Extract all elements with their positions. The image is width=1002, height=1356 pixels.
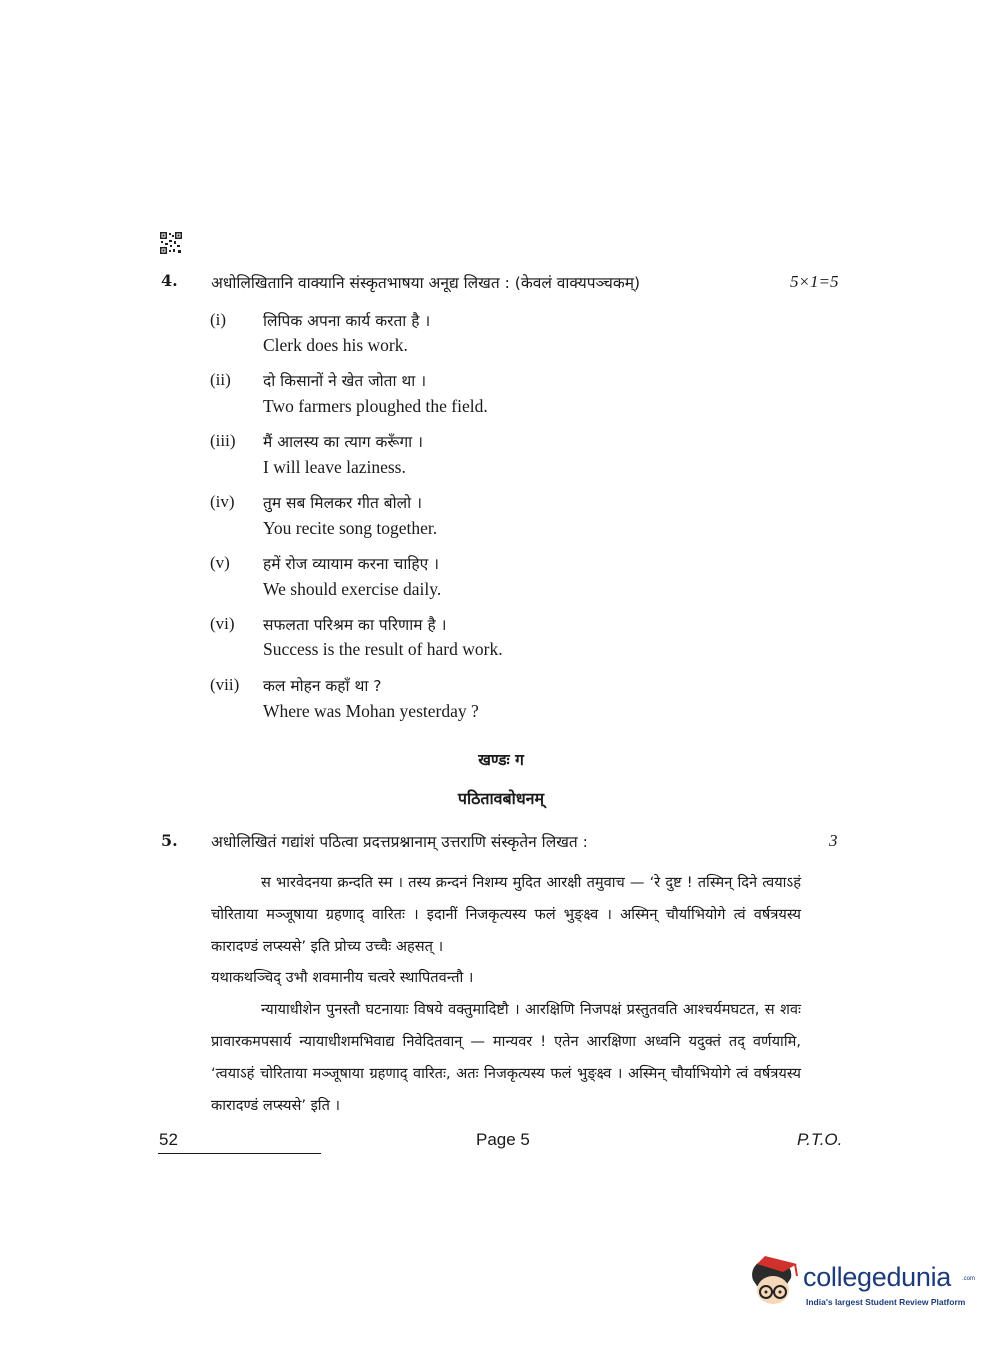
section-subtitle: पठितावबोधनम्: [457, 789, 545, 808]
item-label: (iv): [210, 492, 235, 511]
question-4-number: 4.: [161, 271, 178, 290]
collegedunia-mascot-icon: [743, 1250, 803, 1310]
question-5-number: 5.: [161, 831, 178, 850]
item-label: (ii): [210, 370, 231, 389]
item-hindi: सफलता परिश्रम का परिणाम है ।: [263, 616, 447, 634]
qr-code-icon: [160, 232, 182, 254]
item-hindi: कल मोहन कहाँ था ?: [263, 677, 382, 695]
passage-paragraph-1-end: यथाकथञ्चिद् उभौ शवमानीय चत्वरे स्थापितवन्तौ ।: [211, 969, 474, 987]
item-hindi: मैं आलस्य का त्याग करूँगा ।: [263, 433, 423, 451]
footer-rule: [158, 1153, 321, 1154]
item-hindi: दो किसानों ने खेत जोता था ।: [263, 372, 427, 390]
item-english: Two farmers ploughed the field.: [263, 396, 488, 416]
item-english: Where was Mohan yesterday ?: [263, 701, 479, 721]
paper-code: 52: [159, 1130, 178, 1149]
pto-label: P.T.O.: [797, 1130, 843, 1149]
item-english: Clerk does his work.: [263, 335, 408, 355]
passage-paragraph-1: स भारवेदनया क्रन्दति स्म । तस्य क्रन्दनं निशम्य मुदित आरक्षी तमुवाच — ‘रे दुष्ट ! तस्मिन् दिने त्वयाऽहं चोरिताया मञ्जूषाया ग्रहणाद् वारितः । इदानीं निजकृत्यस्य फलं भुङ्क्ष्व । अस्मिन् चौर्याभियोगे त्वं वर्षत्रयस्य कारादण्डं लप्स्यसे’ इति प्रोच्य उच्चैः अहसत् ।: [211, 874, 801, 955]
item-label: (vii): [210, 675, 240, 694]
logo-domain: .com: [962, 1276, 976, 1282]
question-4-marks: 5×1=5: [790, 272, 839, 291]
item-english: You recite song together.: [263, 518, 438, 538]
logo-tagline: India's largest Student Review Platform: [806, 1297, 966, 1307]
item-label: (i): [210, 310, 227, 329]
item-english: We should exercise daily.: [263, 579, 442, 599]
item-hindi: तुम सब मिलकर गीत बोलो ।: [263, 494, 422, 512]
passage: [211, 867, 801, 1121]
passage-paragraph-2: न्यायाधीशेन पुनस्तौ घटनायाः विषये वक्तुमादिष्टौ । आरक्षिणि निजपक्षं प्रस्तुतवति आश्चर्यमघटत, स शवः प्रावारकमपसार्य न्यायाधीशमभिवाद्य निवेदितवान् — मान्यवर ! एतेन आरक्षिणा अध्वनि यदुक्तं तद् वर्णयामि, ‘त्वयाऽहं चोरिताया मञ्जूषाया ग्रहणाद् वारितः, अतः निजकृत्यस्य फलं भुङ्क्ष्व । अस्मिन् चौर्याभियोगे त्वं वर्षत्रयस्य कारादण्डं लप्स्यसे’ इति ।: [211, 1001, 801, 1114]
section-title: खण्डः ग: [478, 751, 524, 769]
item-hindi: लिपिक अपना कार्य करता है ।: [263, 312, 431, 330]
item-english: I will leave laziness.: [263, 457, 406, 477]
item-label: (v): [210, 553, 230, 572]
question-5-instruction: अधोलिखितं गद्यांशं पठित्वा प्रदत्तप्रश्नानाम् उत्तराणि संस्कृतेन लिखत :: [211, 833, 588, 851]
logo-name: collegedunia: [803, 1262, 952, 1292]
item-label: (vi): [210, 614, 235, 633]
item-english: Success is the result of hard work.: [263, 639, 503, 659]
question-5-marks: 3: [829, 831, 838, 850]
item-label: (iii): [210, 431, 236, 450]
page-number: Page 5: [476, 1130, 530, 1149]
item-hindi: हमें रोज व्यायाम करना चाहिए ।: [263, 555, 439, 573]
question-4-instruction: अधोलिखितानि वाक्यानि संस्कृतभाषया अनूद्य लिखत : (केवलं वाक्यपञ्चकम्): [211, 274, 641, 292]
